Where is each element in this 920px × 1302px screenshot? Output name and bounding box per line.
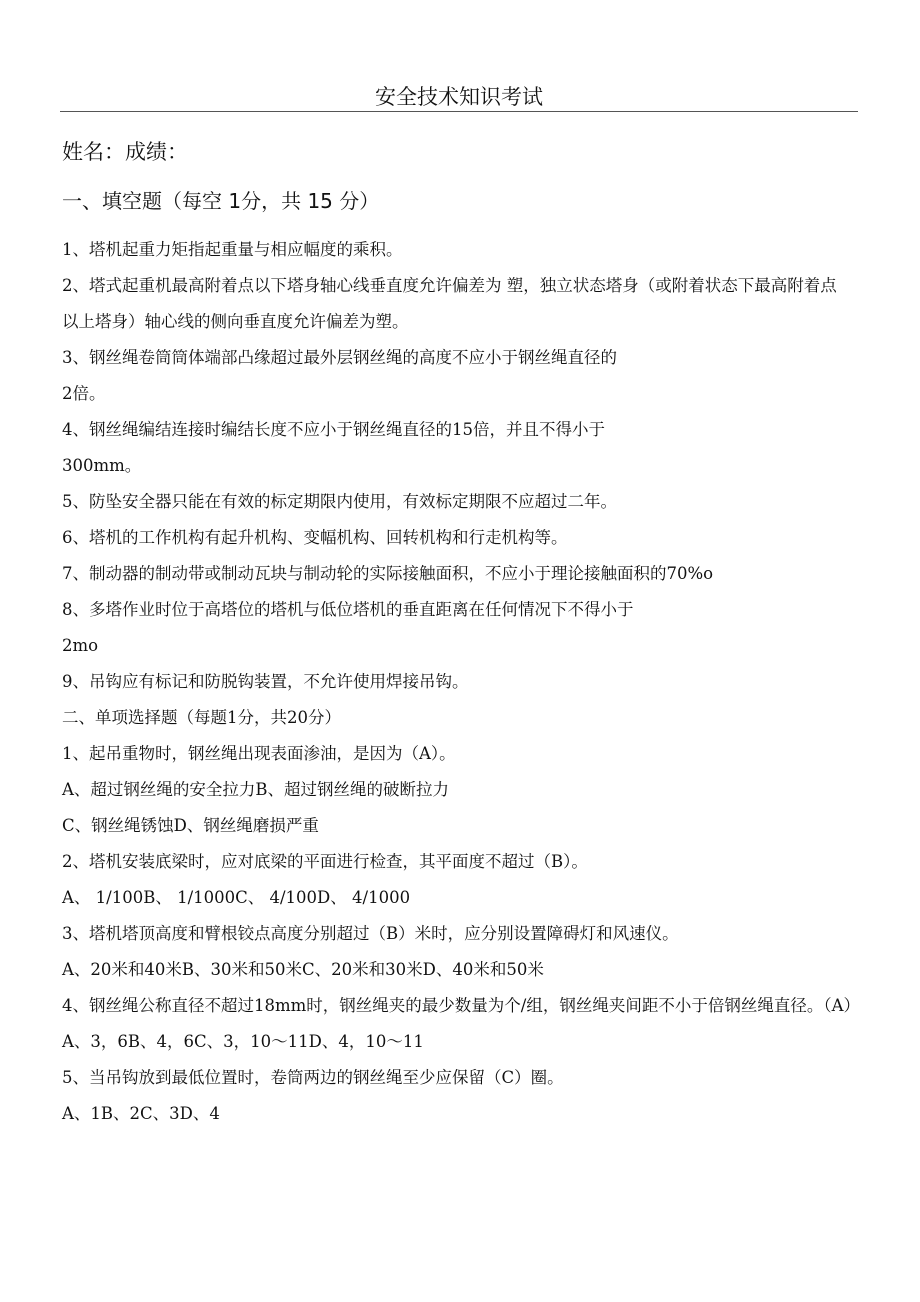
question-paragraph: 4、钢丝绳公称直径不超过18mm时，钢丝绳夹的最少数量为个/组，钢丝绳夹间距不小于倍钢丝绳直径。（A） — [62, 996, 861, 1015]
question-paragraph: 7、制动器的制动带或制动瓦块与制动轮的实际接触面积，不应小于理论接触面积的70%o — [62, 564, 714, 583]
title-underline — [60, 111, 858, 112]
answer-options: C、钢丝绳锈蚀D、钢丝绳磨损严重 — [62, 816, 319, 835]
question-paragraph: 4、钢丝绳编结连接时编结长度不应小于钢丝绳直径的15倍，并且不得小于 — [62, 420, 605, 439]
section-choice-heading: 二、单项选择题（每题1分，共20分） — [62, 708, 341, 727]
question-paragraph: 2mo — [62, 636, 99, 655]
question-paragraph: 2、塔机安装底梁时，应对底梁的平面进行检查，其平面度不超过（B）。 — [62, 852, 588, 871]
exam-body — [62, 232, 861, 1132]
section-fill-in-heading: 一、填空题（每空 1分，共 15 分） — [62, 189, 380, 213]
document-title: 安全技术知识考试 — [375, 85, 543, 109]
answer-options: A、超过钢丝绳的安全拉力B、超过钢丝绳的破断拉力 — [62, 780, 450, 799]
question-paragraph: 1、起吊重物时，钢丝绳出现表面渗油，是因为（A）。 — [62, 744, 456, 763]
question-paragraph: 8、多塔作业时位于高塔位的塔机与低位塔机的垂直距离在任何情况下不得小于 — [62, 600, 634, 619]
answer-options: A、1B、2C、3D、4 — [62, 1104, 220, 1123]
question-paragraph: 3、塔机塔顶高度和臂根铰点高度分别超过（B）米时，应分别设置障碍灯和风速仪。 — [62, 924, 679, 943]
question-paragraph: 6、塔机的工作机构有起升机构、变幅机构、回转机构和行走机构等。 — [62, 528, 568, 547]
question-paragraph: 5、防坠安全器只能在有效的标定期限内使用，有效标定期限不应超过二年。 — [62, 492, 617, 511]
answer-options: A、 1/100B、 1/1000C、 4/100D、 4/1000 — [62, 888, 411, 907]
question-paragraph: 5、当吊钩放到最低位置时，卷筒两边的钢丝绳至少应保留（C）圈。 — [62, 1068, 564, 1087]
question-paragraph: 2、塔式起重机最高附着点以下塔身轴心线垂直度允许偏差为 塑，独立状态塔身（或附着状态下最高附着点以上塔身）轴心线的侧向垂直度允许偏差为塑。 — [62, 276, 837, 331]
question-paragraph: 300mm。 — [62, 456, 142, 475]
question-paragraph: 2倍。 — [62, 384, 106, 403]
question-paragraph: 9、吊钩应有标记和防脱钩装置，不允许使用焊接吊钩。 — [62, 672, 469, 691]
question-paragraph: 3、钢丝绳卷筒筒体端部凸缘超过最外层钢丝绳的高度不应小于钢丝绳直径的 — [62, 348, 617, 367]
question-paragraph: 1、塔机起重力矩指起重量与相应幅度的乘积。 — [62, 240, 403, 259]
answer-options: A、3，6B、4，6C、3，10〜11D、4，10〜11 — [62, 1032, 424, 1051]
name-score-line: 姓名：成绩： — [62, 140, 188, 164]
answer-options: A、20米和40米B、30米和50米C、20米和30米D、40米和50米 — [62, 960, 544, 979]
